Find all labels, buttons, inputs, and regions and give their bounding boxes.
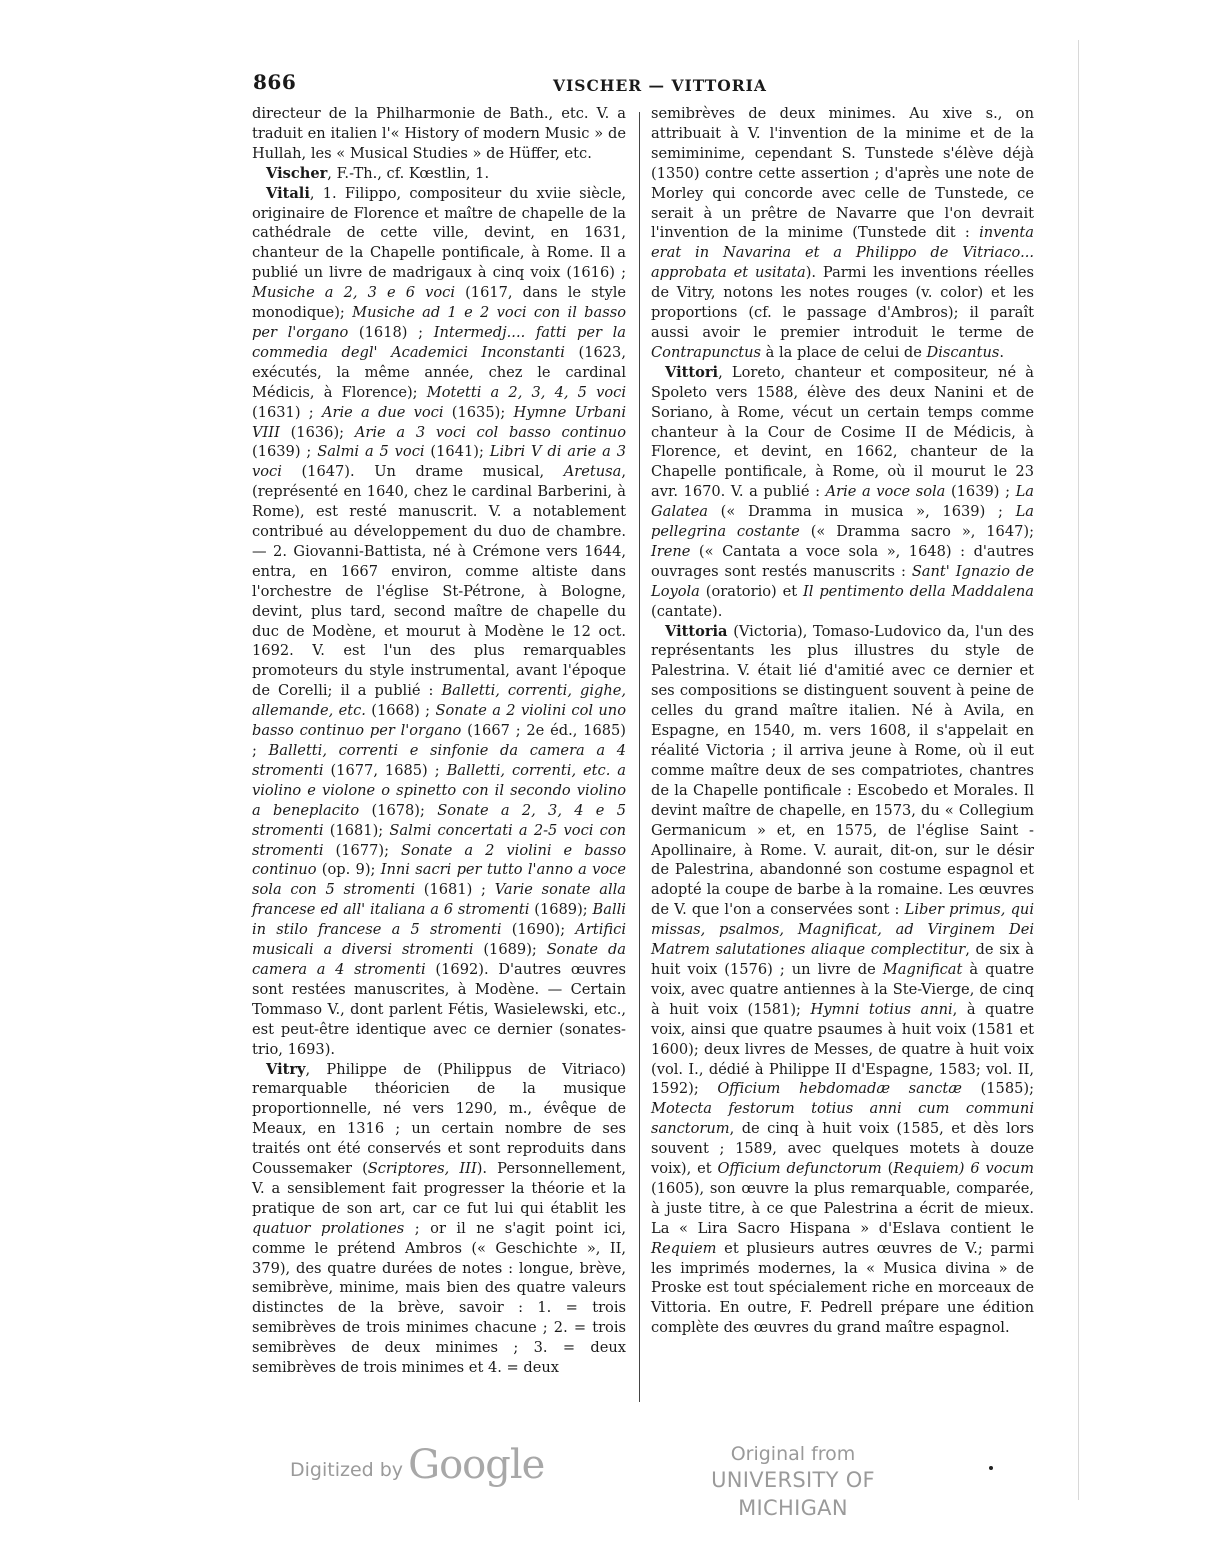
headword-vittoria: Vittoria [665,622,728,640]
entry-vittori: Vittori, Loreto, chanteur et compositeur, né à Spoleto vers 1588, élève des deux Nanini et de Soriano, à Rome, vécut un certain temps comme chanteur à la Cour de Cosime II de Médicis, à Florence, et devint, en 1662, chanteur de la Chapelle pontificale, à Rome, où il mourut le 23 avr. 1670. V. a publié : Arie a voce sola (1639) ; La Galatea (« Dramma in musica », 1639) ; La pellegrina costante (« Dramma sacro », 1647); Irene (« Cantata a voce sola », 1648) : d'autres ouvrages sont restés manuscrits : Sant' Ignazio de Loyola (oratorio) et Il pentimento della Maddalena (cantate). [651,363,1035,620]
paragraph-philharmonie: directeur de la Philharmonie de Bath., etc. V. a traduit en italien l'« History of modern Music » de Hullah, les « Musical Studies » de Hüffer, etc. [252,105,626,162]
page-number: 866 [253,70,297,94]
entry-vitry: Vitry, Philippe de (Philippus de Vitriaco) remarquable théoricien de la musique proportionnelle, né vers 1290, m., évêque de Meaux, en 1316 ; un certain nombre de ses traités ont été conservés et sont reproduits dans Coussemaker (Scriptores, III). Personnellement, V. a sensiblement fait progresser la théorie et la pratique de son art, car ce fut lui qui établit les quatuor prolationes ; or il ne s'agit point ici, comme le prétend Ambros (« Geschichte », II, 379), des quatre durées de notes : longue, brève, semibrève, minime, mais bien des quatre valeurs distinctes de la brève, savoir : 1. = trois semibrèves de trois minimes chacune ; 2. = trois semibrèves de deux minimes ; 3. = deux semibrèves de trois minimes et 4. = deux [252,1060,626,1377]
page-edge-line [1078,40,1079,1500]
entry-vitali: Vitali, 1. Filippo, compositeur du xviie siècle, originaire de Florence et maître de chapelle de la cathédrale de cette ville, devint, en 1631, chanteur de la Chapelle pontificale, à Rome. Il a publié un livre de madrigaux à cinq voix (1616) ; Musiche a 2, 3 e 6 voci (1617, dans le style monodique); Musiche ad 1 e 2 voci con il basso per l'organo (1618) ; Intermedj.... fatti per la commedia degl' Academici Inconstanti (1623, exécutés, la même année, chez le cardinal Médicis, à Florence); Motetti a 2, 3, 4, 5 voci (1631) ; Arie a due voci (1635); Hymne Urbani VIII (1636); Arie a 3 voci col basso continuo (1639) ; Salmi a 5 voci (1641); Libri V di arie a 3 voci (1647). Un drame musical, Aretusa, (représenté en 1640, chez le cardinal Barberini, à Rome), est resté manuscrit. V. a notablement contribué au développement du duo de chambre. — 2. Giovanni-Battista, né à Crémone vers 1644, entra, en 1667 environ, comme altiste dans l'orchestre de l'église St-Pétrone, à Bologne, devint, plus tard, second maître de chapelle du duc de Modène, et mourut à Modène le 12 oct. 1692. V. est l'un des plus remarquables promoteurs du style instrumental, avant l'époque de Corelli; il a publié : Balletti, correnti, gighe, allemande, etc. (1668) ; Sonate a 2 violini col uno basso continuo per l'organo (1667 ; 2e éd., 1685) ; Balletti, correnti e sinfonie da camera a 4 stromenti (1677, 1685) ; Balletti, correnti, etc. a violino e violone o spinetto con il secondo violino a beneplacito (1678); Sonate a 2, 3, 4 e 5 stromenti (1681); Salmi concertati a 2-5 voci con stromenti (1677); Sonate a 2 violini e basso continuo (op. 9); Inni sacri per tutto l'anno a voce sola con 5 stromenti (1681) ; Varie sonate alla francese ed all' italiana a 6 stromenti (1689); Balli in stilo francese a 5 stromenti (1690); Artifici musicali a diversi stromenti (1689); Sonate da camera a 4 stromenti (1692). D'autres œuvres sont restées manuscrites, à Modène. — Certain Tommaso V., dont parlent Fétis, Wasielewski, etc., est peut-être identique avec ce dernier (sonates-trio, 1693). [252,184,627,1058]
digitized-by-text: Digitized by [290,1459,404,1481]
original-from-watermark [668,1442,918,1522]
entry-vittoria: Vittoria (Victoria), Tomaso-Ludovico da, l'un des représentants les plus illustres du style de Palestrina. V. était lié d'amitié avec ce dernier et ses compositions se distinguent souvent à peine de celles du grand maître italien. Né à Avila, en Espagne, en 1540, m. vers 1608, il s'appelait en réalité Victoria ; il arriva jeune à Rome, où il eut comme maître deux de ses compatriotes, chantres de la Chapelle pontificale : Escobedo et Morales. Il devint maître de chapelle, en 1573, du « Collegium Germanicum » et, en 1575, de l'église Saint - Apollinaire, à Rome. V. aurait, dit-on, sur le désir de Palestrina, abandonné son costume espagnol et adopté la coupe de barbe à la romaine. Les œuvres de V. que l'on a conservées sont : Liber primus, qui missas, psalmos, Magnificat, ad Virginem Dei Matrem salutationes aliaque complectitur, de six à huit voix (1576) ; un livre de Magnificat à quatre voix, avec quatre antiennes à la Ste-Vierge, de cinq à huit voix (1581); Hymni totius anni, à quatre voix, ainsi que quatre psaumes à huit voix (1581 et 1600); deux livres de Messes, de quatre à huit voix (vol. I., dédié à Philippe II d'Espagne, 1583; vol. II, 1592); Officium hebdomadæ sanctæ (1585); Motecta festorum totius anni cum communi sanctorum, de cinq à huit voix (1585, et dès lors souvent ; 1589, avec quelques motets à douze voix), et Officium defunctorum (Requiem) 6 vocum (1605), son œuvre la plus remarquable, comparée, à juste titre, à ce que Palestrina a écrit de mieux. La « Lira Sacro Hispana » d'Eslava contient le Requiem et plusieurs autres œuvres de V.; parmi les imprimés modernes, la « Musica divina » de Proske est tout spécialement riche en morceaux de Vittoria. En outre, F. Pedrell prépare une édition complète des œuvres du grand maître espagnol. [651,622,1035,1337]
headword-vischer: Vischer [266,164,328,182]
entry-vitry-continued: semibrèves de deux minimes. Au xive s., on attribuait à V. l'invention de la minime et de la semiminime, cependant S. Tunstede s'élève déjà (1350) contre cette assertion ; d'après une note de Morley qui concorde avec celle de Tunstede, ce serait à un prêtre de Navarre que l'on devrait l'invention de la minime (Tunstede dit : inventa erat in Navarina et a Philippo de Vitriaco... approbata et usitata). Parmi les inventions réelles de Vitry, notons les notes rouges (v. color) et les proportions (cf. le passage d'Ambros); il paraît aussi avoir le premier introduit le terme de Contrapunctus à la place de celui de Discantus. [651,105,1034,361]
headword-vitali: Vitali [266,184,310,202]
entry-vischer: Vischer, F.-Th., cf. Kœstlin, 1. [266,164,490,182]
original-from-text: Original from [730,1443,856,1465]
left-column [252,104,626,1378]
running-head: VISCHER — VITTORIA [553,76,767,95]
headword-vittori: Vittori [665,363,719,381]
digitized-by-google-watermark [290,1442,544,1488]
google-logo-text: Google [408,1442,545,1488]
headword-vitry: Vitry [266,1060,306,1078]
column-divider [639,112,640,1402]
ink-speck [989,1466,993,1470]
right-column [651,104,1034,1338]
university-name: UNIVERSITY OF MICHIGAN [711,1468,875,1520]
